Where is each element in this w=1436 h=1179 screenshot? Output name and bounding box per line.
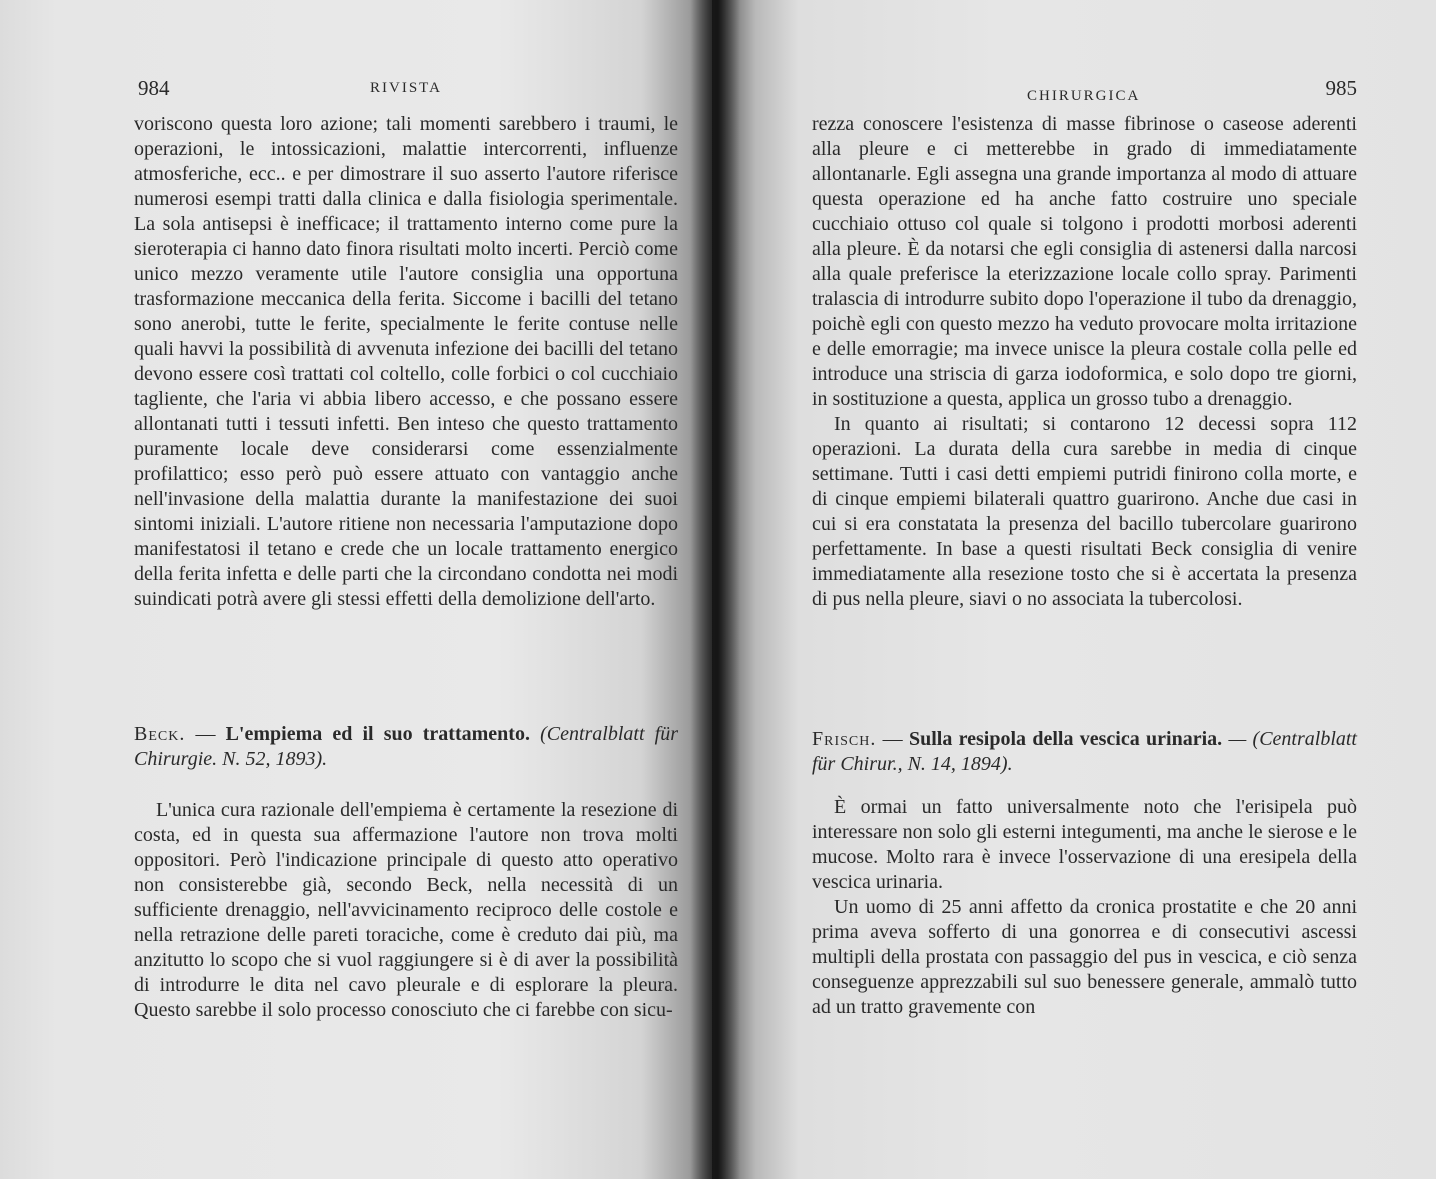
right-continuation-block: [812, 112, 1357, 612]
frisch-body-text-2: Un uomo di 25 anni affetto da cronica prostatite e che 20 anni prima aveva sofferto di una gonorrea e di consecutivi ascessi multipli della prostata con passaggio del pus in vescica, e ciò senza conseguenze apprezzabili sul suo benessere generale, ammalò tutto ad un tratto gravemente con: [812, 896, 1357, 1018]
left-page-header: [138, 76, 678, 101]
left-running-head: RIVISTA: [370, 80, 442, 96]
beck-source: (Centralblatt für Chirurgie. N. 52, 1893).: [134, 723, 678, 770]
beck-dash: —: [185, 723, 226, 745]
left-page-number: 984: [138, 76, 170, 100]
beck-article-heading: [134, 722, 678, 772]
beck-title: L'empiema ed il suo trattamento.: [225, 723, 530, 745]
left-continuation-text: voriscono questa loro azione; tali momenti sarebbero i traumi, le operazioni, le intossicazioni, malattie intercorrenti, influenze atmosferiche, ecc.. e per dimostrare il suo asserto l'autore riferisce numerosi esempi tratti dalla clinica e dalla fisiologia sperimentale. La sola antisepsi è inefficace; il trattamento interno come pure la sieroterapia ci hanno dato finora risultati molto incerti. Perciò come unico mezzo veramente utile l'autore consiglia una opportuna trasformazione meccanica della ferita. Siccome i bacilli del tetano sono anerobi, tutte le ferite, specialmente le ferite contuse nelle quali havvi la possibilità di avvenuta infezione dei bacilli del tetano devono essere così trattati col coltello, colle forbici o col cucchiaio tagliente, che l'aria vi abbia libero accesso, e che possano essere allontanati tutti i tessuti infetti. Ben inteso che questo trattamento puramente locale deve considerarsi come essenzialmente profilattico; esso però può essere attuato con vantaggio anche nell'invasione della malattia durante la manifestazione dei suoi sintomi iniziali. L'autore ritiene non necessaria l'amputazione dopo manifestatosi il tetano e crede che un locale trattamento energico della ferita infetta e delle parti che la circondano condotta nei modi suindicati potrà avere gli stessi effetti della demolizione dell'arto.: [134, 113, 678, 610]
right-page: [712, 0, 1436, 1179]
beck-author: Beck.: [134, 723, 186, 745]
frisch-title: Sulla resipola della vescica urinaria.: [908, 728, 1223, 750]
right-results-text: In quanto ai risultati; si contarono 12 decessi sopra 112 operazioni. La durata della cura sarebbe in media di cinque settimane. Tutti i casi detti empiemi putridi finirono colla morte, e di cinque empiemi bilaterali quattro guarirono. Anche due casi in cui si era constatata la presenza del bacillo tubercolare guarirono perfettamente. In base a questi risultati Beck consiglia di venire immediatamente alla resezione tosto che si è accertata la presenza di pus nella pleure, siavi o no associata la tubercolosi.: [812, 413, 1357, 610]
frisch-article-heading: [812, 727, 1357, 777]
beck-article-body: [134, 798, 678, 1023]
frisch-dash: —: [876, 728, 909, 750]
beck-body-text: L'unica cura razionale dell'empiema è certamente la resezione di costa, ed in questa sua affermazione l'autore non trova molti oppositori. Però l'indicazione principale di questo atto operativo non consisterebbe già, secondo Beck, nella necessità di un sufficiente drenaggio, nell'avvicinamento reciproco delle costole e nella retrazione delle pareti toraciche, come è creduto dai più, ma anzitutto lo scopo che si vuol raggiungere si è di aver la possibilità di introdurre le dita nel cavo pleurale e di esplorare la pleura. Questo sarebbe il solo processo conosciuto che ci farebbe con sicu-: [134, 799, 678, 1021]
frisch-body-text-1: È ormai un fatto universalmente noto che l'erisipela può interessare non solo gli esterni integumenti, ma anche le sierose e le mucose. Molto rara è invece l'osservazione di una eresipela della vescica urinaria.: [812, 796, 1357, 893]
right-running-head: CHIRURGICA: [1027, 88, 1141, 104]
left-page: [0, 0, 712, 1179]
book-gutter-shadow: [690, 0, 740, 1179]
frisch-article-body: [812, 795, 1357, 1020]
frisch-source: — (Centralblatt für Chirur., N. 14, 1894).: [812, 728, 1357, 775]
right-continuation-text: rezza conoscere l'esistenza di masse fibrinose o caseose aderenti alla pleure e ci metterebbe in grado di immediatamente allontanarle. Egli assegna una grande importanza al modo di attuare questa operazione ed ha anche fatto costruire uno speciale cucchiaio ottuso col quale si tolgono i prodotti morbosi aderenti alla pleure. È da notarsi che egli consiglia di astenersi dalla narcosi alla quale preferisce la eterizzazione locale collo spray. Parimenti tralascia di introdurre subito dopo l'operazione il tubo da drenaggio, poichè egli con questo mezzo ha veduto provocare molta irritazione e delle emorragie; ma invece unisce la pleura costale colla pelle ed introduce una striscia di garza iodoformica, e solo dopo tre giorni, in sostituzione a questa, applica un grosso tubo a drenaggio.: [812, 113, 1357, 410]
frisch-author: Frisch.: [812, 728, 877, 750]
left-continuation-block: [134, 112, 678, 612]
right-page-number: 985: [1325, 76, 1357, 100]
